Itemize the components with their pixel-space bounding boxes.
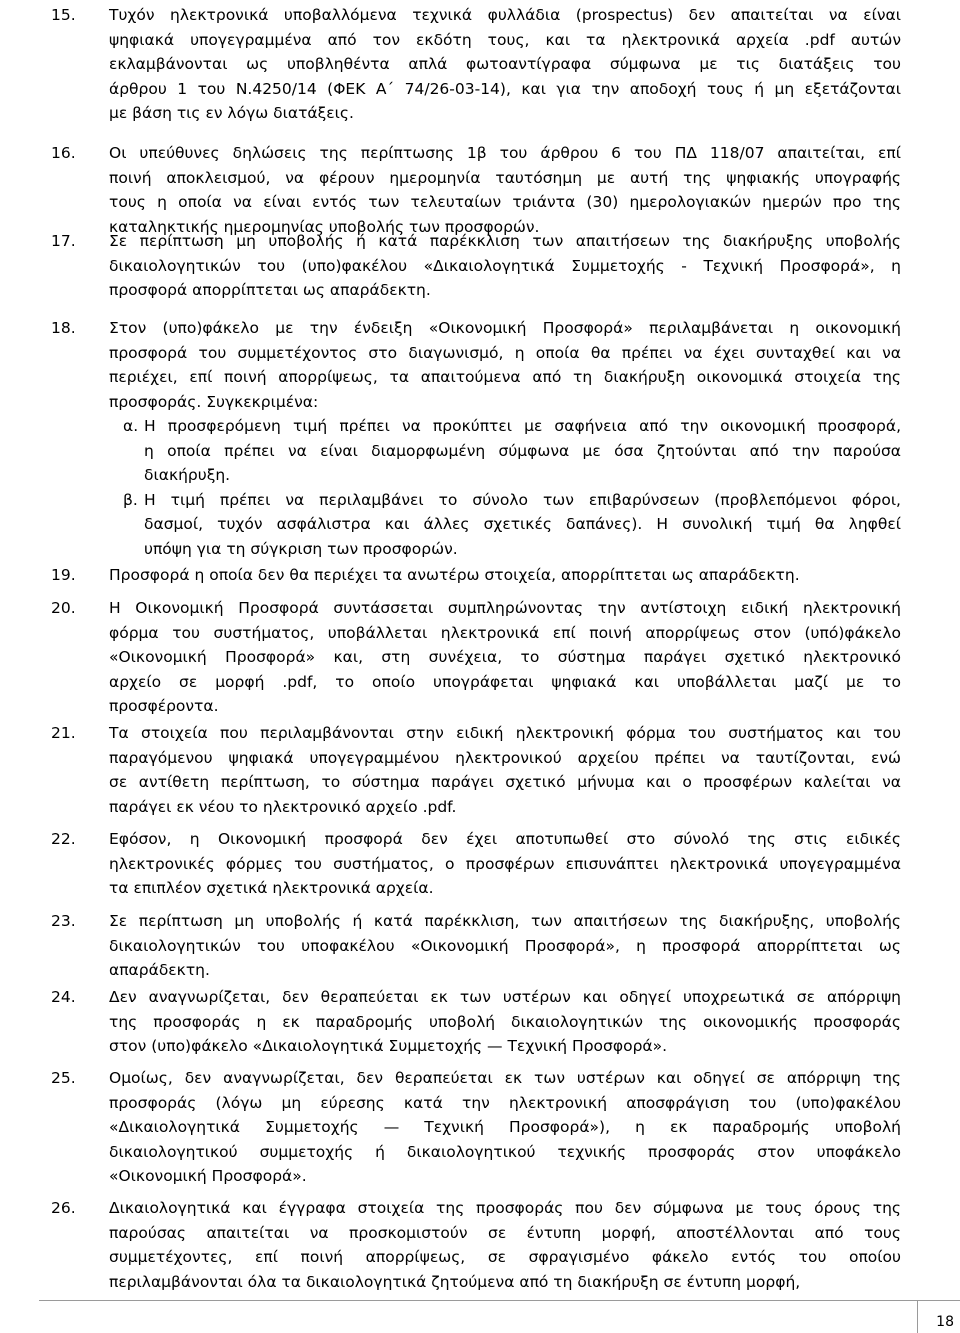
item-text-line: Δεν αναγνωρίζεται, δεν θεραπεύεται εκ των υστέρων και οδηγεί υποχρεωτικά σε απόρριψη xyxy=(109,988,901,1006)
item-text-line: ηλεκτρονικές φόρμες του συστήματος, ο προσφέρων επισυνάπτει ηλεκτρονικά υπογεγραμμένα xyxy=(109,854,901,873)
item-text-line: περιλαμβάνονται όλα τα δικαιολογητικά ζητούμενα από τη διακήρυξη σε έντυπη μορφή, xyxy=(109,1272,801,1291)
item-text-line: προσφοράς. Συγκεκριμένα: xyxy=(109,392,319,411)
item-text-line: Δικαιολογητικά και έγγραφα στοιχεία της προσφοράς που δεν σύμφωνα με τους όρους της xyxy=(109,1199,901,1217)
item-number: 18. xyxy=(51,319,76,337)
item-text-line: καταληκτικής ημερομηνίας υποβολής των προσφορών. xyxy=(109,217,540,236)
item-number: 21. xyxy=(51,724,76,742)
item-text-line: ψηφιακά υπογεγραμμένα από τον εκδότη τους, και τα ηλεκτρονικά αρχεία .pdf αυτών xyxy=(109,30,901,49)
sub-item-text-line: Η προσφερόμενη τιμή πρέπει να προκύπτει με σαφήνεια από την οικονομική προσφορά, xyxy=(144,417,901,435)
item-text-line: ποινή αποκλεισμού, να φέρουν ημερομηνία ταυτόσημη με αυτή της ψηφιακής υπογραφής xyxy=(109,168,901,187)
item-text-line: προσφέροντα. xyxy=(109,697,219,715)
item-text-line: Σε περίπτωση μη υποβολής ή κατά παρέκκλιση, των απαιτήσεων της διακήρυξης, υποβολής xyxy=(109,912,901,930)
item-text-line: παρούσας απαιτείται να προσκομιστούν σε έντυπη μορφή, αποστέλλονται από τους xyxy=(109,1223,901,1242)
sub-item-label: α. xyxy=(123,417,139,435)
item-text-line: Προσφορά η οποία δεν θα περιέχει τα ανωτέρω στοιχεία, απορρίπτεται ως απαράδεκτη. xyxy=(109,566,800,584)
item-text-line: περιέχει, επί ποινή απορρίψεως, τα απαιτούμενα από τη διακήρυξη οικονομικά στοιχεία της xyxy=(109,368,901,386)
item-text-line: Τα στοιχεία που περιλαμβάνονται στην ειδική ηλεκτρονική φόρμα του συστήματος και του xyxy=(109,724,901,742)
item-number: 19. xyxy=(51,566,76,584)
item-text-line: παράγει εκ νέου το ηλεκτρονικό αρχείο .pdf. xyxy=(109,797,457,816)
item-text-line: εκλαμβάνονται ως υποβληθέντα απλά φωτοαντίγραφα σύμφωνα με τις διατάξεις του xyxy=(109,55,901,73)
item-text-line: Ομοίως, δεν αναγνωρίζεται, δεν θεραπεύεται εκ των υστέρων και οδηγεί σε απόρριψη της xyxy=(109,1069,901,1087)
item-text-line: φόρμα του συστήματος, υποβάλλεται ηλεκτρονικά επί ποινή απορρίψεως στον (υπό)φάκελο xyxy=(109,623,901,642)
item-text-line: άρθρου 1 του Ν.4250/14 (ΦΕΚ Α΄ 74/26-03-14), και για την αποδοχή τους ή μη εξετάζονται xyxy=(109,79,901,98)
item-text-line: προσφορά απορρίπτεται ως απαράδεκτη. xyxy=(109,281,431,299)
item-text-line: δικαιολογητικού συμμετοχής ή δικαιολογητικού τεχνικής προσφοράς στον υποφάκελο xyxy=(109,1142,901,1161)
item-number: 17. xyxy=(51,232,76,250)
item-text-line: απαράδεκτη. xyxy=(109,961,210,979)
item-text-line: δικαιολογητικών του (υπο)φακέλου «Δικαιολογητικά Συμμετοχής - Τεχνική Προσφορά», η xyxy=(109,256,901,275)
footer-rule xyxy=(39,1300,960,1301)
item-text-line: σε αντίθετη περίπτωση, το σύστημα παράγει σχετικό μήνυμα και ο προσφέρων καλείται να xyxy=(109,773,901,791)
item-text-line: Οι υπεύθυνες δηλώσεις της περίπτωσης 1β του άρθρου 6 του ΠΔ 118/07 απαιτείται, επί xyxy=(109,144,901,162)
item-text-line: Τυχόν ηλεκτρονικά υποβαλλόμενα τεχνικά φυλλάδια (prospectus) δεν απαιτείται να είναι xyxy=(109,6,901,24)
item-text-line: «Δικαιολογητικά Συμμετοχής — Τεχνική Προσφορά»), η εκ παραδρομής υποβολή xyxy=(109,1118,901,1136)
item-number: 23. xyxy=(51,912,76,930)
sub-item-text-line: διακήρυξη. xyxy=(144,466,231,484)
item-text-line: της προσφοράς η εκ παραδρομής υποβολή δικαιολογητικών της οικονομικής προσφοράς xyxy=(109,1012,901,1031)
item-text-line: τους η οποία να είναι εντός των τελευταίων τριάντα (30) ημερολογιακών ημερών προ της xyxy=(109,193,901,211)
item-text-line: «Οικονομική Προσφορά» και, στη συνέχεια, το σύστημα παράγει σχετικό ηλεκτρονικό xyxy=(109,648,901,666)
item-text-line: δικαιολογητικών του υποφακέλου «Οικονομική Προσφορά», η προσφορά απορρίπτεται ως xyxy=(109,936,901,955)
item-number: 26. xyxy=(51,1199,76,1217)
sub-item-text-line: δασμοί, τυχόν ασφάλιστρα και άλλες σχετικές δαπάνες). Η συνολική τιμή θα ληφθεί xyxy=(144,515,901,533)
sub-item-label: β. xyxy=(123,490,138,509)
item-text-line: συμμετέχοντες, επί ποινή απορρίψεως, σε σφραγισμένο φάκελο εντός του οποίου xyxy=(109,1248,901,1266)
item-text-line: Εφόσον, η Οικονομική προσφορά δεν έχει αποτυπωθεί στο σύνολό της στις ειδικές xyxy=(109,830,901,848)
item-number: 24. xyxy=(51,988,76,1006)
item-text-line: Σε περίπτωση μη υποβολής ή κατά παρέκκλιση των απαιτήσεων της διακήρυξης υποβολής xyxy=(109,232,901,250)
item-text-line: προσφοράς (λόγω μη εύρεσης κατά την ηλεκτρονική αποσφράγιση του (υπο)φακέλου xyxy=(109,1093,901,1112)
item-number: 22. xyxy=(51,830,76,848)
item-text-line: Η Οικονομική Προσφορά συντάσσεται συμπληρώνοντας την αντίστοιχη ειδική ηλεκτρονική xyxy=(109,599,901,617)
item-text-line: με βάση τις εν λόγω διατάξεις. xyxy=(109,104,354,122)
sub-item-text-line: η οποία πρέπει να είναι διαμορφωμένη σύμφωνα με όσα ζητούνται από την παρούσα xyxy=(144,441,901,460)
page-number: 18 xyxy=(936,1314,954,1330)
item-text-line: Στον (υπο)φάκελο με την ένδειξη «Οικονομική Προσφορά» περιλαμβάνεται η οικονομική xyxy=(109,319,901,337)
item-number: 25. xyxy=(51,1069,76,1087)
item-text-line: αρχείο σε μορφή .pdf, το οποίο υπογράφεται ψηφιακά και υποβάλλεται μαζί με το xyxy=(109,672,901,691)
item-text-line: «Οικονομική Προσφορά». xyxy=(109,1167,307,1185)
item-number: 16. xyxy=(51,144,76,162)
item-text-line: στον (υπο)φάκελο «Δικαιολογητικά Συμμετοχής — Τεχνική Προσφορά». xyxy=(109,1037,668,1055)
sub-item-text-line: Η τιμή πρέπει να περιλαμβάνει το σύνολο των επιβαρύνσεων (προβλεπόμενοι φόροι, xyxy=(144,490,901,509)
item-text-line: προσφορά του συμμετέχοντος στο διαγωνισμό, η οποία θα πρέπει να έχει συνταχθεί και να xyxy=(109,343,901,362)
item-number: 20. xyxy=(51,599,76,617)
item-text-line: παραγόμενου ψηφιακά υπογεγραμμένου ηλεκτρονικού αρχείου πρέπει να ταυτίζονται, ενώ xyxy=(109,748,901,767)
item-number: 15. xyxy=(51,6,76,24)
item-text-line: τα επιπλέον σχετικά ηλεκτρονικά αρχεία. xyxy=(109,879,434,897)
sub-item-text-line: υπόψη για τη σύγκριση των προσφορών. xyxy=(144,539,458,558)
